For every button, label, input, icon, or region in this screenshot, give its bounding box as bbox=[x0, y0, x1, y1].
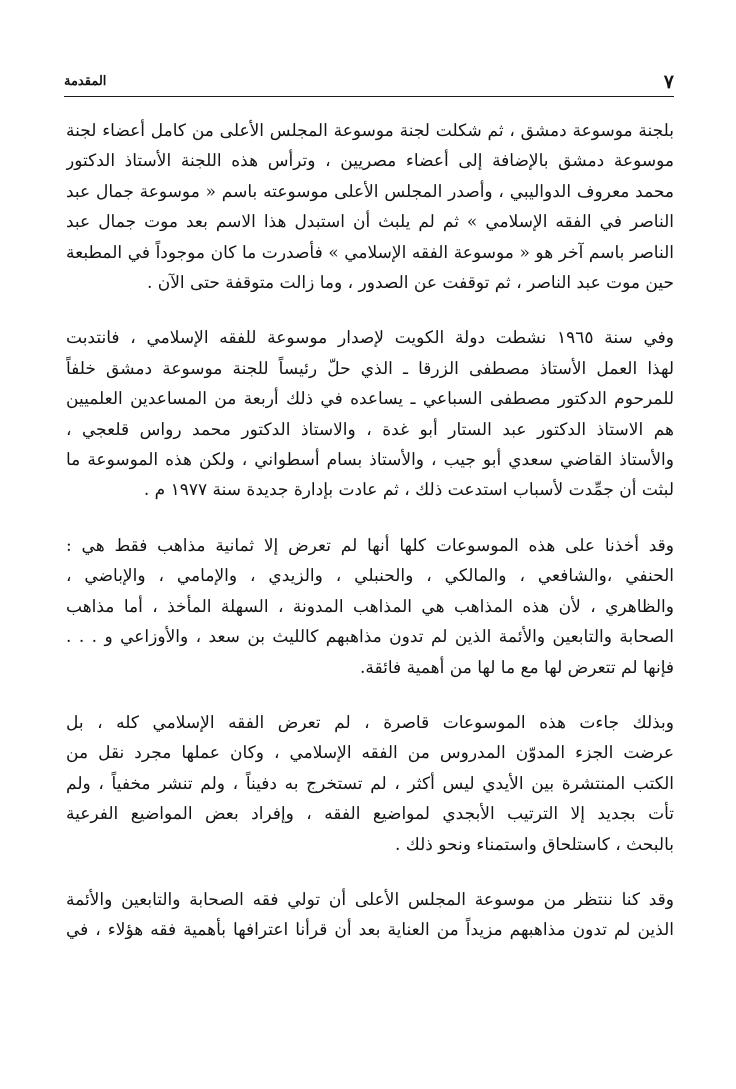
paragraph bbox=[66, 885, 674, 946]
text-line: الناصر في الفقه الإسلامي » ثم لم يلبث أن استبدل هذا الاسم بعد موت جمال عبد bbox=[66, 212, 674, 233]
text-line: والأستاذ القاضي سعدي أبو جيب ، والأستاذ بسام أسطواني ، ولكن هذه الموسوعة ما bbox=[66, 450, 674, 471]
page-number: ٧ bbox=[663, 71, 674, 93]
text-line: بالبحث ، كاستلحاق واستمناء ونحو ذلك . bbox=[394, 834, 674, 855]
text-line: تأت بجديد إلا الترتيب الأبجدي لمواضيع الفقه ، وإفراد بعض المواضيع الفرعية bbox=[66, 804, 674, 825]
text-line: وفي سنة ١٩٦٥ نشطت دولة الكويت لإصدار موسوعة للفقه الإسلامي ، فانتدبت bbox=[66, 328, 674, 349]
paragraph bbox=[66, 323, 674, 505]
text-line: بلجنة موسوعة دمشق ، ثم شكلت لجنة موسوعة المجلس الأعلى من كامل أعضاء لجنة bbox=[66, 121, 674, 141]
paragraph bbox=[66, 708, 674, 860]
paragraph bbox=[66, 116, 674, 298]
running-header bbox=[64, 70, 674, 94]
text-line: فإنها لم تتعرض لها مع ما لها من أهمية فائقة. bbox=[360, 657, 674, 678]
text-line: الصحابة والتابعين والأئمة الذين لم تدون مذاهبهم كالليث بن سعد ، والأوزاعي و . . . bbox=[66, 627, 674, 648]
text-line: لبثت أن جمِّدت لأسباب استدعت ذلك ، ثم عادت بإدارة جديدة سنة ١٩٧٧ م . bbox=[143, 480, 674, 501]
header-rule bbox=[64, 96, 674, 97]
text-line: للمرحوم الدكتور مصطفى السباعي ـ يساعده في ذلك أربعة من المساعدين العلميين bbox=[66, 389, 674, 410]
text-line: لهذا العمل الأستاذ مصطفى الزرقا ـ الذي حلّ رئيساً للجنة موسوعة دمشق خلفاً bbox=[66, 358, 674, 379]
body-text bbox=[66, 116, 674, 971]
text-line: حين موت عبد الناصر ، ثم توقفت عن الصدور ، وما زالت متوقفة حتى الآن . bbox=[146, 273, 674, 294]
text-line: والظاهري ، لأن هذه المذاهب هي المذاهب المدونة ، السهلة المأخذ ، أما مذاهب bbox=[66, 596, 674, 617]
text-line: الحنفي ،والشافعي ، والمالكي ، والحنبلي ، والزيدي ، والإمامي ، والإباضي ، bbox=[66, 566, 674, 587]
text-line: وبذلك جاءت هذه الموسوعات قاصرة ، لم تعرض الفقه الإسلامي كله ، بل bbox=[66, 712, 674, 733]
text-line: محمد معروف الدواليبي ، وأصدر المجلس الأعلى موسوعته باسم « موسوعة جمال عبد bbox=[66, 181, 674, 202]
text-line: الناصر باسم آخر هو « موسوعة الفقه الإسلامي » فأصدرت ما كان موجوداً في المطبعة bbox=[66, 242, 674, 263]
text-line: عرضت الجزء المدوّن المدروس من الفقه الإسلامي ، وكان عملها مجرد نقل من bbox=[66, 743, 674, 764]
text-line: هم الاستاذ الدكتور عبد الستار أبو غدة ، والاستاذ الدكتور محمد رواس قلعجي ، bbox=[66, 419, 674, 440]
text-line: وقد كنا ننتظر من موسوعة المجلس الأعلى أن تولي فقه الصحابة والتابعين والأئمة bbox=[66, 889, 674, 910]
section-title: المقدمة bbox=[64, 74, 107, 89]
text-line: موسوعة دمشق بالإضافة إلى أعضاء مصريين ، وترأس هذه اللجنة الأستاذ الدكتور bbox=[66, 151, 674, 172]
paragraph bbox=[66, 531, 674, 683]
text-line: الكتب المنتشرة بين الأيدي ليس أكثر ، لم تستخرج به دفيناً ، ولم تنشر مخفياً ، ولم bbox=[66, 773, 674, 794]
text-line: الذين لم تدون مذاهبهم مزيداً من العناية بعد أن قرأنا اعترافها بأهمية فقه هؤلاء ، في bbox=[66, 920, 674, 941]
text-line: وقد أخذنا على هذه الموسوعات كلها أنها لم تعرض إلا ثمانية مذاهب فقط هي : bbox=[66, 535, 674, 556]
